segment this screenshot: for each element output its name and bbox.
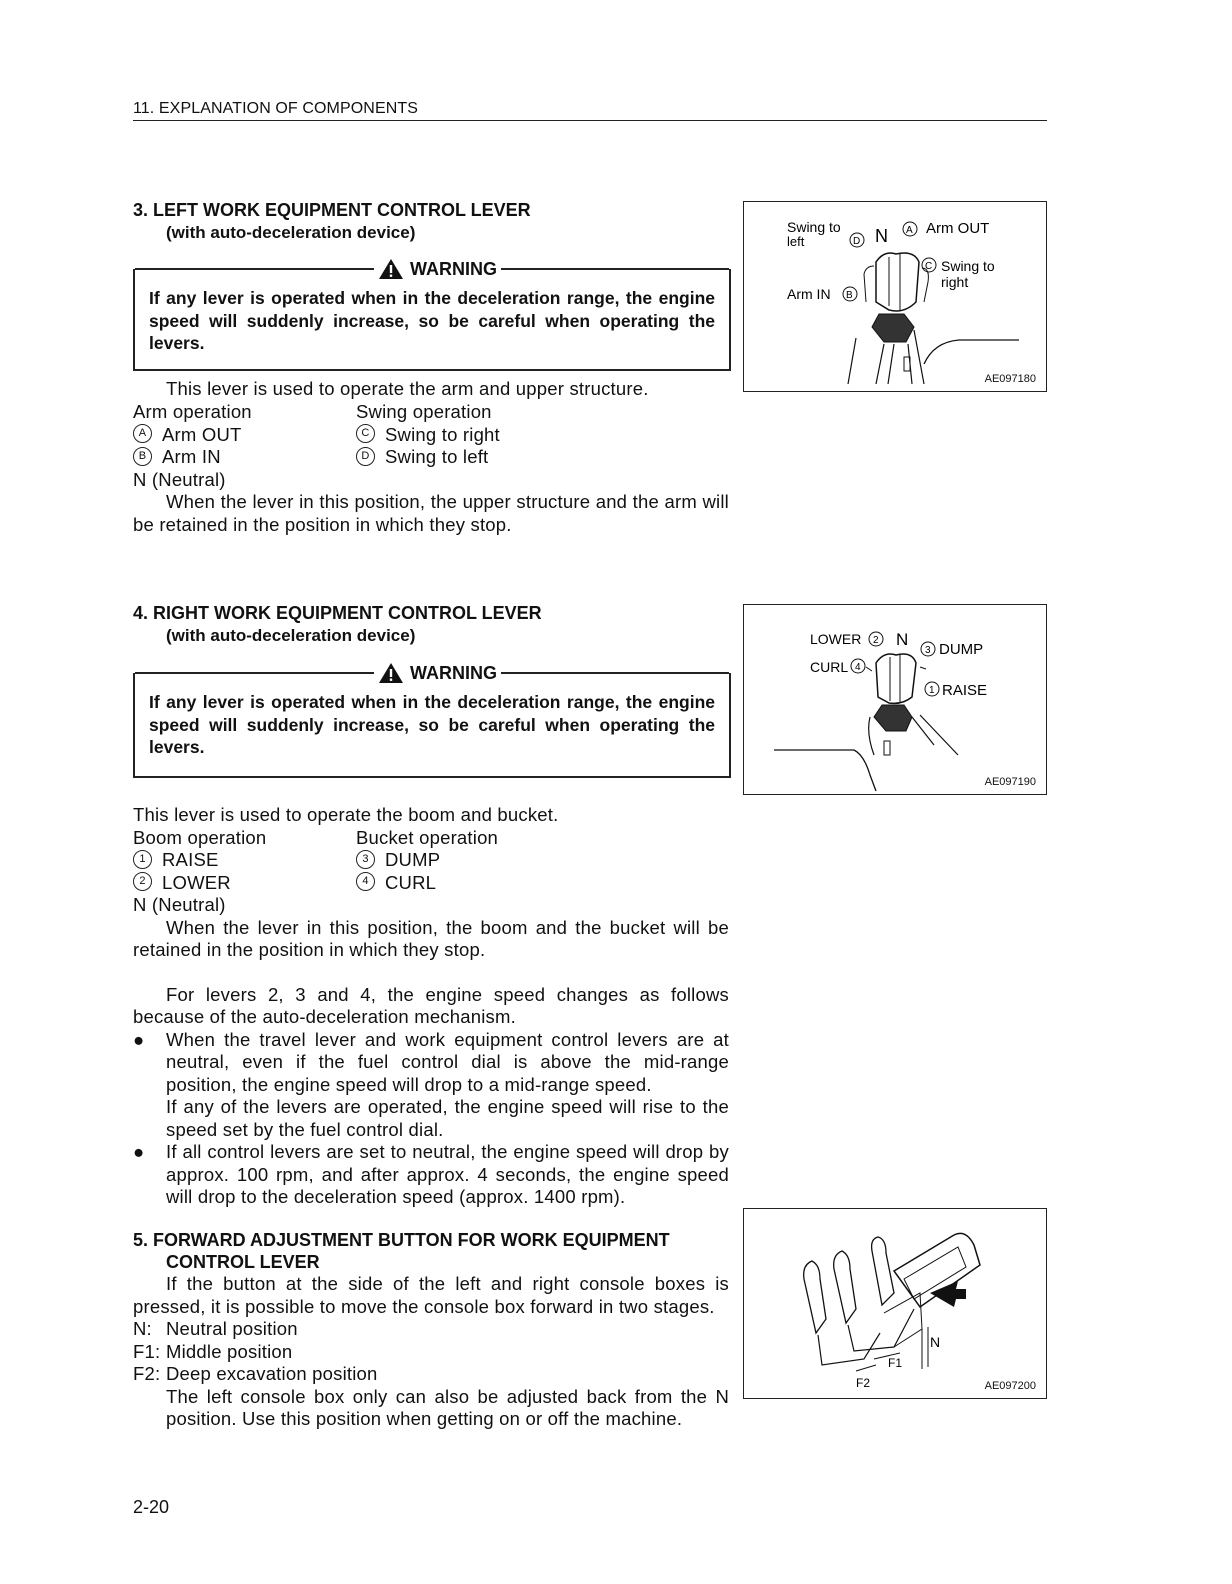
marker-2: 2 <box>133 872 152 891</box>
svg-text:A: A <box>906 225 913 236</box>
svg-text:right: right <box>941 274 969 290</box>
bullet-item <box>133 1141 729 1209</box>
warning-header <box>135 662 729 684</box>
page-header: 11. EXPLANATION OF COMPONENTS <box>133 100 419 117</box>
label-curl: CURL <box>810 659 849 675</box>
col-head-swing: Swing operation <box>356 401 492 422</box>
op-swing-left: Swing to left <box>385 446 489 467</box>
marker-1: 1 <box>133 850 152 869</box>
section-5-title-cont: CONTROL LEVER <box>166 1252 320 1272</box>
section-4-subtitle: (with auto-deceleration device) <box>166 626 416 645</box>
col-head-arm: Arm operation <box>133 401 252 422</box>
figure-right-lever <box>743 604 1047 795</box>
label-arm-out: Arm OUT <box>926 220 990 237</box>
warning-label: WARNING <box>410 258 497 279</box>
section-3-operations <box>133 401 733 536</box>
console-illustration <box>744 1209 1046 1398</box>
op-raise: RAISE <box>162 849 219 870</box>
neutral-description: When the lever in this position, the boom and the bucket will be retained in the position in which they stop. <box>133 916 729 960</box>
op-curl: CURL <box>385 871 437 893</box>
position-key: N: <box>133 1318 152 1339</box>
bullet-1-text: When the travel lever and work equipment control levers are at neutral, even if the fuel control dial is above the mid-range position, the engine speed will drop to a mid-range speed. <box>166 1028 729 1095</box>
bullet-item <box>133 1029 729 1142</box>
bullet-dot: ● <box>133 1141 145 1162</box>
position-desc: Deep excavation position <box>166 1363 378 1384</box>
section-5-note: The left console box only can also be adjusted back from the N position. Use this position when getting on or off the machine. <box>166 1385 729 1429</box>
section-4-title: 4. RIGHT WORK EQUIPMENT CONTROL LEVER <box>133 603 542 623</box>
svg-text:4: 4 <box>855 662 861 673</box>
bullet-1-followup: If any of the levers are operated, the engine speed will rise to the speed set by the fuel control dial. <box>166 1096 729 1140</box>
operation-row <box>133 424 733 447</box>
left-lever-illustration <box>744 202 1046 391</box>
neutral-label: N (Neutral) <box>133 894 226 915</box>
label-swing-right: Swing to <box>941 258 995 274</box>
figure-code: AE097180 <box>984 373 1036 385</box>
marker-3: 3 <box>356 850 375 869</box>
section-4-warning-box <box>133 662 731 778</box>
operations-header-row <box>133 401 733 424</box>
svg-text:D: D <box>853 236 861 247</box>
warning-text: If any lever is operated when in the deceleration range, the engine speed will suddenly increase, so be careful when operating the levers. <box>149 692 715 757</box>
svg-text:left: left <box>787 234 805 249</box>
label-n: N <box>930 1334 941 1350</box>
operations-header-row <box>133 827 733 850</box>
neutral-description: When the lever in this position, the upper structure and the arm will be retained in the position in which they stop. <box>133 491 729 535</box>
right-lever-illustration <box>744 605 1046 794</box>
marker-c: C <box>356 424 375 443</box>
svg-text:N: N <box>875 226 888 246</box>
warning-triangle-icon <box>378 258 404 280</box>
position-key: F2: <box>133 1363 161 1384</box>
position-item <box>133 1341 729 1364</box>
marker-d: D <box>356 447 375 466</box>
section-3-intro: This lever is used to operate the arm and upper structure. <box>166 378 649 399</box>
warning-text: If any lever is operated when in the deceleration range, the engine speed will suddenly increase, so be careful when operating the levers. <box>149 288 715 353</box>
section-4-intro: This lever is used to operate the boom and bucket. <box>133 804 559 825</box>
marker-a: A <box>133 424 152 443</box>
section-4-body <box>133 804 733 1209</box>
section-3-warning-box <box>133 258 731 371</box>
position-key: F1: <box>133 1340 161 1362</box>
svg-text:C: C <box>925 261 933 272</box>
warning-label: WARNING <box>410 662 497 683</box>
section-5-body <box>133 1273 729 1431</box>
warning-header <box>135 258 729 280</box>
section-5-intro: If the button at the side of the left and right console boxes is pressed, it is possible to move the console box forward in two stages. <box>133 1273 729 1317</box>
svg-text:2: 2 <box>873 635 879 646</box>
position-item <box>133 1363 729 1386</box>
figure-code: AE097190 <box>984 776 1036 788</box>
position-desc: Neutral position <box>166 1318 298 1339</box>
op-arm-in: Arm IN <box>162 446 221 467</box>
label-f1: F1 <box>888 1356 903 1370</box>
op-swing-right: Swing to right <box>385 423 500 445</box>
section-5-title: 5. FORWARD ADJUSTMENT BUTTON FOR WORK EQUIPMENT <box>133 1230 670 1250</box>
warning-triangle-icon <box>378 662 404 684</box>
op-dump: DUMP <box>385 849 441 870</box>
operation-row <box>133 446 733 469</box>
col-head-boom: Boom operation <box>133 826 267 848</box>
label-lower: LOWER <box>810 631 862 647</box>
svg-text:N: N <box>896 630 909 649</box>
label-arm-in: Arm IN <box>787 286 831 302</box>
levers-intro: For levers 2, 3 and 4, the engine speed changes as follows because of the auto-deceleration mechanism. <box>133 983 729 1027</box>
position-item <box>133 1318 729 1341</box>
page-number: 2-20 <box>133 1497 170 1517</box>
bullet-2-text: If all control levers are set to neutral, the engine speed will drop by approx. 100 rpm, and after approx. 4 seconds, the engine speed will drop to the deceleration speed (approx. 1400 rpm). <box>166 1141 729 1207</box>
figure-left-lever <box>743 201 1047 392</box>
col-head-bucket: Bucket operation <box>356 826 499 848</box>
label-swing-left: Swing to <box>787 219 841 235</box>
figure-console-button <box>743 1208 1047 1399</box>
operation-row <box>133 849 733 872</box>
marker-b: B <box>133 447 152 466</box>
label-f2: F2 <box>856 1376 871 1390</box>
op-arm-out: Arm OUT <box>162 423 242 445</box>
bullet-dot: ● <box>133 1028 145 1050</box>
position-desc: Middle position <box>166 1340 293 1362</box>
marker-4: 4 <box>356 872 375 891</box>
neutral-label: N (Neutral) <box>133 468 226 490</box>
svg-text:1: 1 <box>929 685 935 696</box>
section-3-title: 3. LEFT WORK EQUIPMENT CONTROL LEVER <box>133 200 531 220</box>
operation-row <box>133 872 733 895</box>
section-3-subtitle: (with auto-deceleration device) <box>166 223 416 242</box>
header-rule <box>133 120 1047 121</box>
label-raise: RAISE <box>942 682 988 699</box>
op-lower: LOWER <box>162 871 231 893</box>
label-dump: DUMP <box>939 641 984 658</box>
svg-text:3: 3 <box>925 645 931 656</box>
figure-code: AE097200 <box>984 1380 1036 1392</box>
svg-text:B: B <box>846 290 853 301</box>
